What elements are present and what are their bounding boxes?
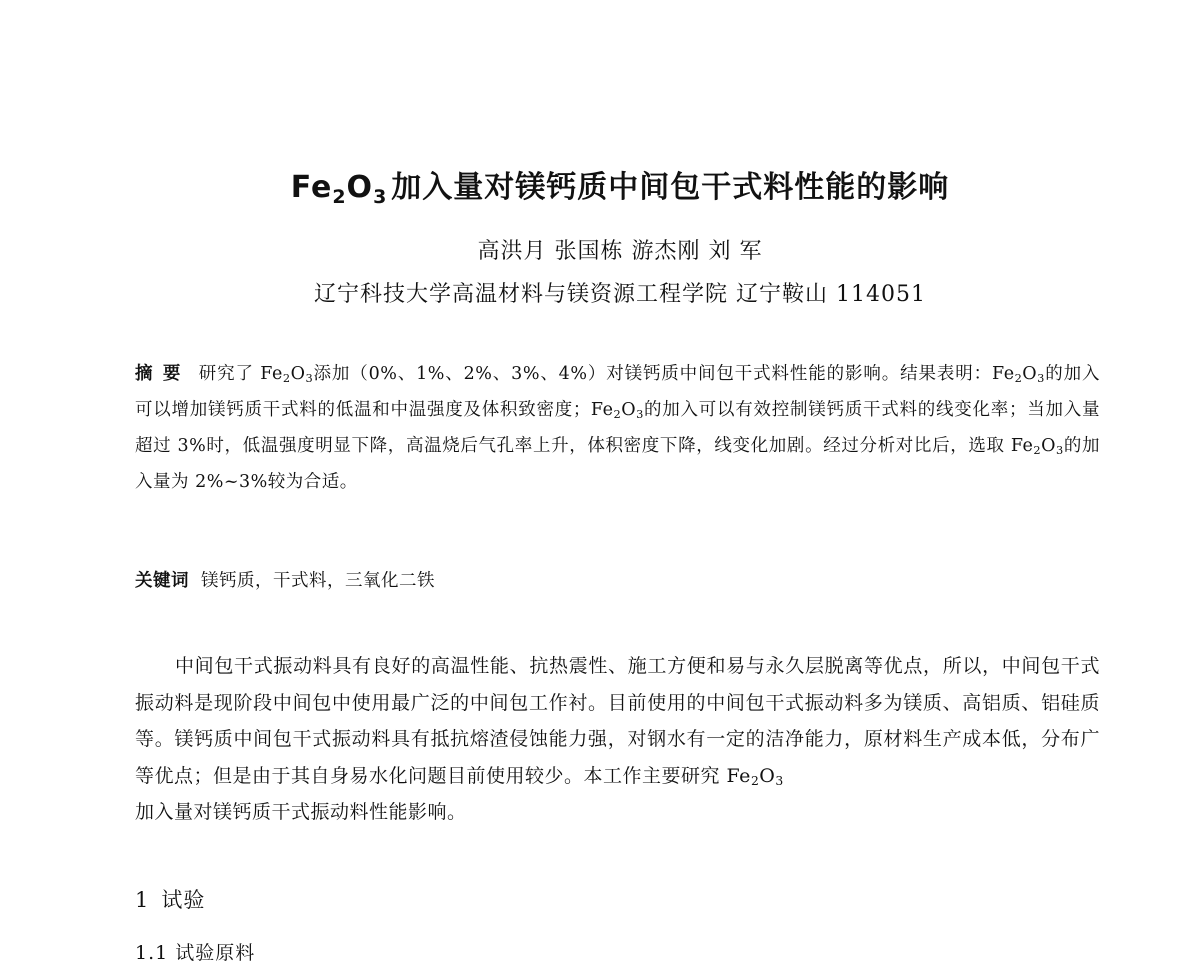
keywords	[135, 563, 1100, 599]
keywords-text: 镁钙质，干式料，三氧化二铁	[201, 571, 435, 591]
abstract-sub: 2	[1033, 443, 1042, 457]
abstract-text-5: 的加入可以增加镁钙质干式料的低温和中温强度及体积致密度；Fe	[135, 364, 1101, 420]
abstract-text-7: 的加入可以有效控制镁钙质干式料的线变化率；当加入量超过 3%时，低温强度明显下降，高温烧后气孔率上升，体积密度下降，线变化加剧。经过分析对比后，选取 Fe	[135, 400, 1100, 456]
intro-sub: 2	[750, 773, 760, 788]
abstract-sub: 2	[613, 407, 622, 421]
title-rest: 加入量对镁钙质中间包干式料性能的影响	[391, 170, 950, 205]
authors: 高洪月 张国栋 游杰刚 刘 军	[477, 239, 763, 264]
abstract-sub: 3	[305, 371, 314, 385]
title-o: O	[346, 170, 374, 205]
abstract-text-8: O	[1041, 436, 1056, 456]
title-sub-3: 3	[373, 186, 388, 208]
abstract-text-3: 添加（0%、1%、2%、3%、4%）对镁钙质中间包干式料性能的影响。结果表明：Fe	[313, 364, 1015, 384]
abstract-label: 摘要	[135, 364, 191, 384]
intro-text-1: 中间包干式振动料具有良好的高温性能、抗热震性、施工方便和易与永久层脱离等优点，所以，中间包干式振动料是现阶段中间包中使用最广泛的中间包工作衬。目前使用的中间包干式振动料多为镁质、高铝质、铝硅质等。镁钙质中间包干式振动料具有抵抗熔渣侵蚀能力强，对钢水有一定的洁净能力，原材料生产成本低，分布广等优点；但是由于其自身易水化问题目前使用较少。本工作主要研究 Fe	[135, 655, 1100, 787]
paper-title	[0, 162, 1200, 206]
abstract-sub: 3	[1037, 371, 1045, 385]
abstract-text-1: 研究了 Fe	[198, 364, 283, 384]
intro-sub: 3	[775, 773, 784, 788]
abstract-sub: 2	[282, 371, 291, 385]
abstract-sub: 2	[1014, 371, 1023, 385]
abstract-text-6: O	[621, 400, 637, 420]
intro-text-3: 加入量对镁钙质干式振动料性能影响。	[135, 801, 467, 823]
subsection-heading-1-1: 1.1 试验原料	[135, 942, 256, 964]
section-heading-1	[135, 884, 205, 914]
affiliation: 辽宁科技大学高温材料与镁资源工程学院 辽宁鞍山 114051	[314, 282, 926, 307]
section-number: 1	[135, 888, 150, 912]
abstract-text-9: 的加入量为 2%~3%较为合适。	[135, 436, 1101, 492]
keywords-label: 关键词	[135, 571, 189, 591]
title-sub-2: 2	[332, 186, 347, 208]
abstract-text-4: O	[1022, 364, 1038, 384]
abstract-sub: 3	[1055, 443, 1064, 457]
title-fe: Fe	[290, 170, 333, 205]
intro-paragraph	[135, 648, 1100, 831]
abstract	[135, 356, 1100, 500]
intro-text-2: O	[759, 764, 776, 787]
abstract-sub: 3	[636, 407, 644, 421]
abstract-text-2: O	[290, 364, 306, 384]
section-title: 试验	[161, 888, 206, 912]
